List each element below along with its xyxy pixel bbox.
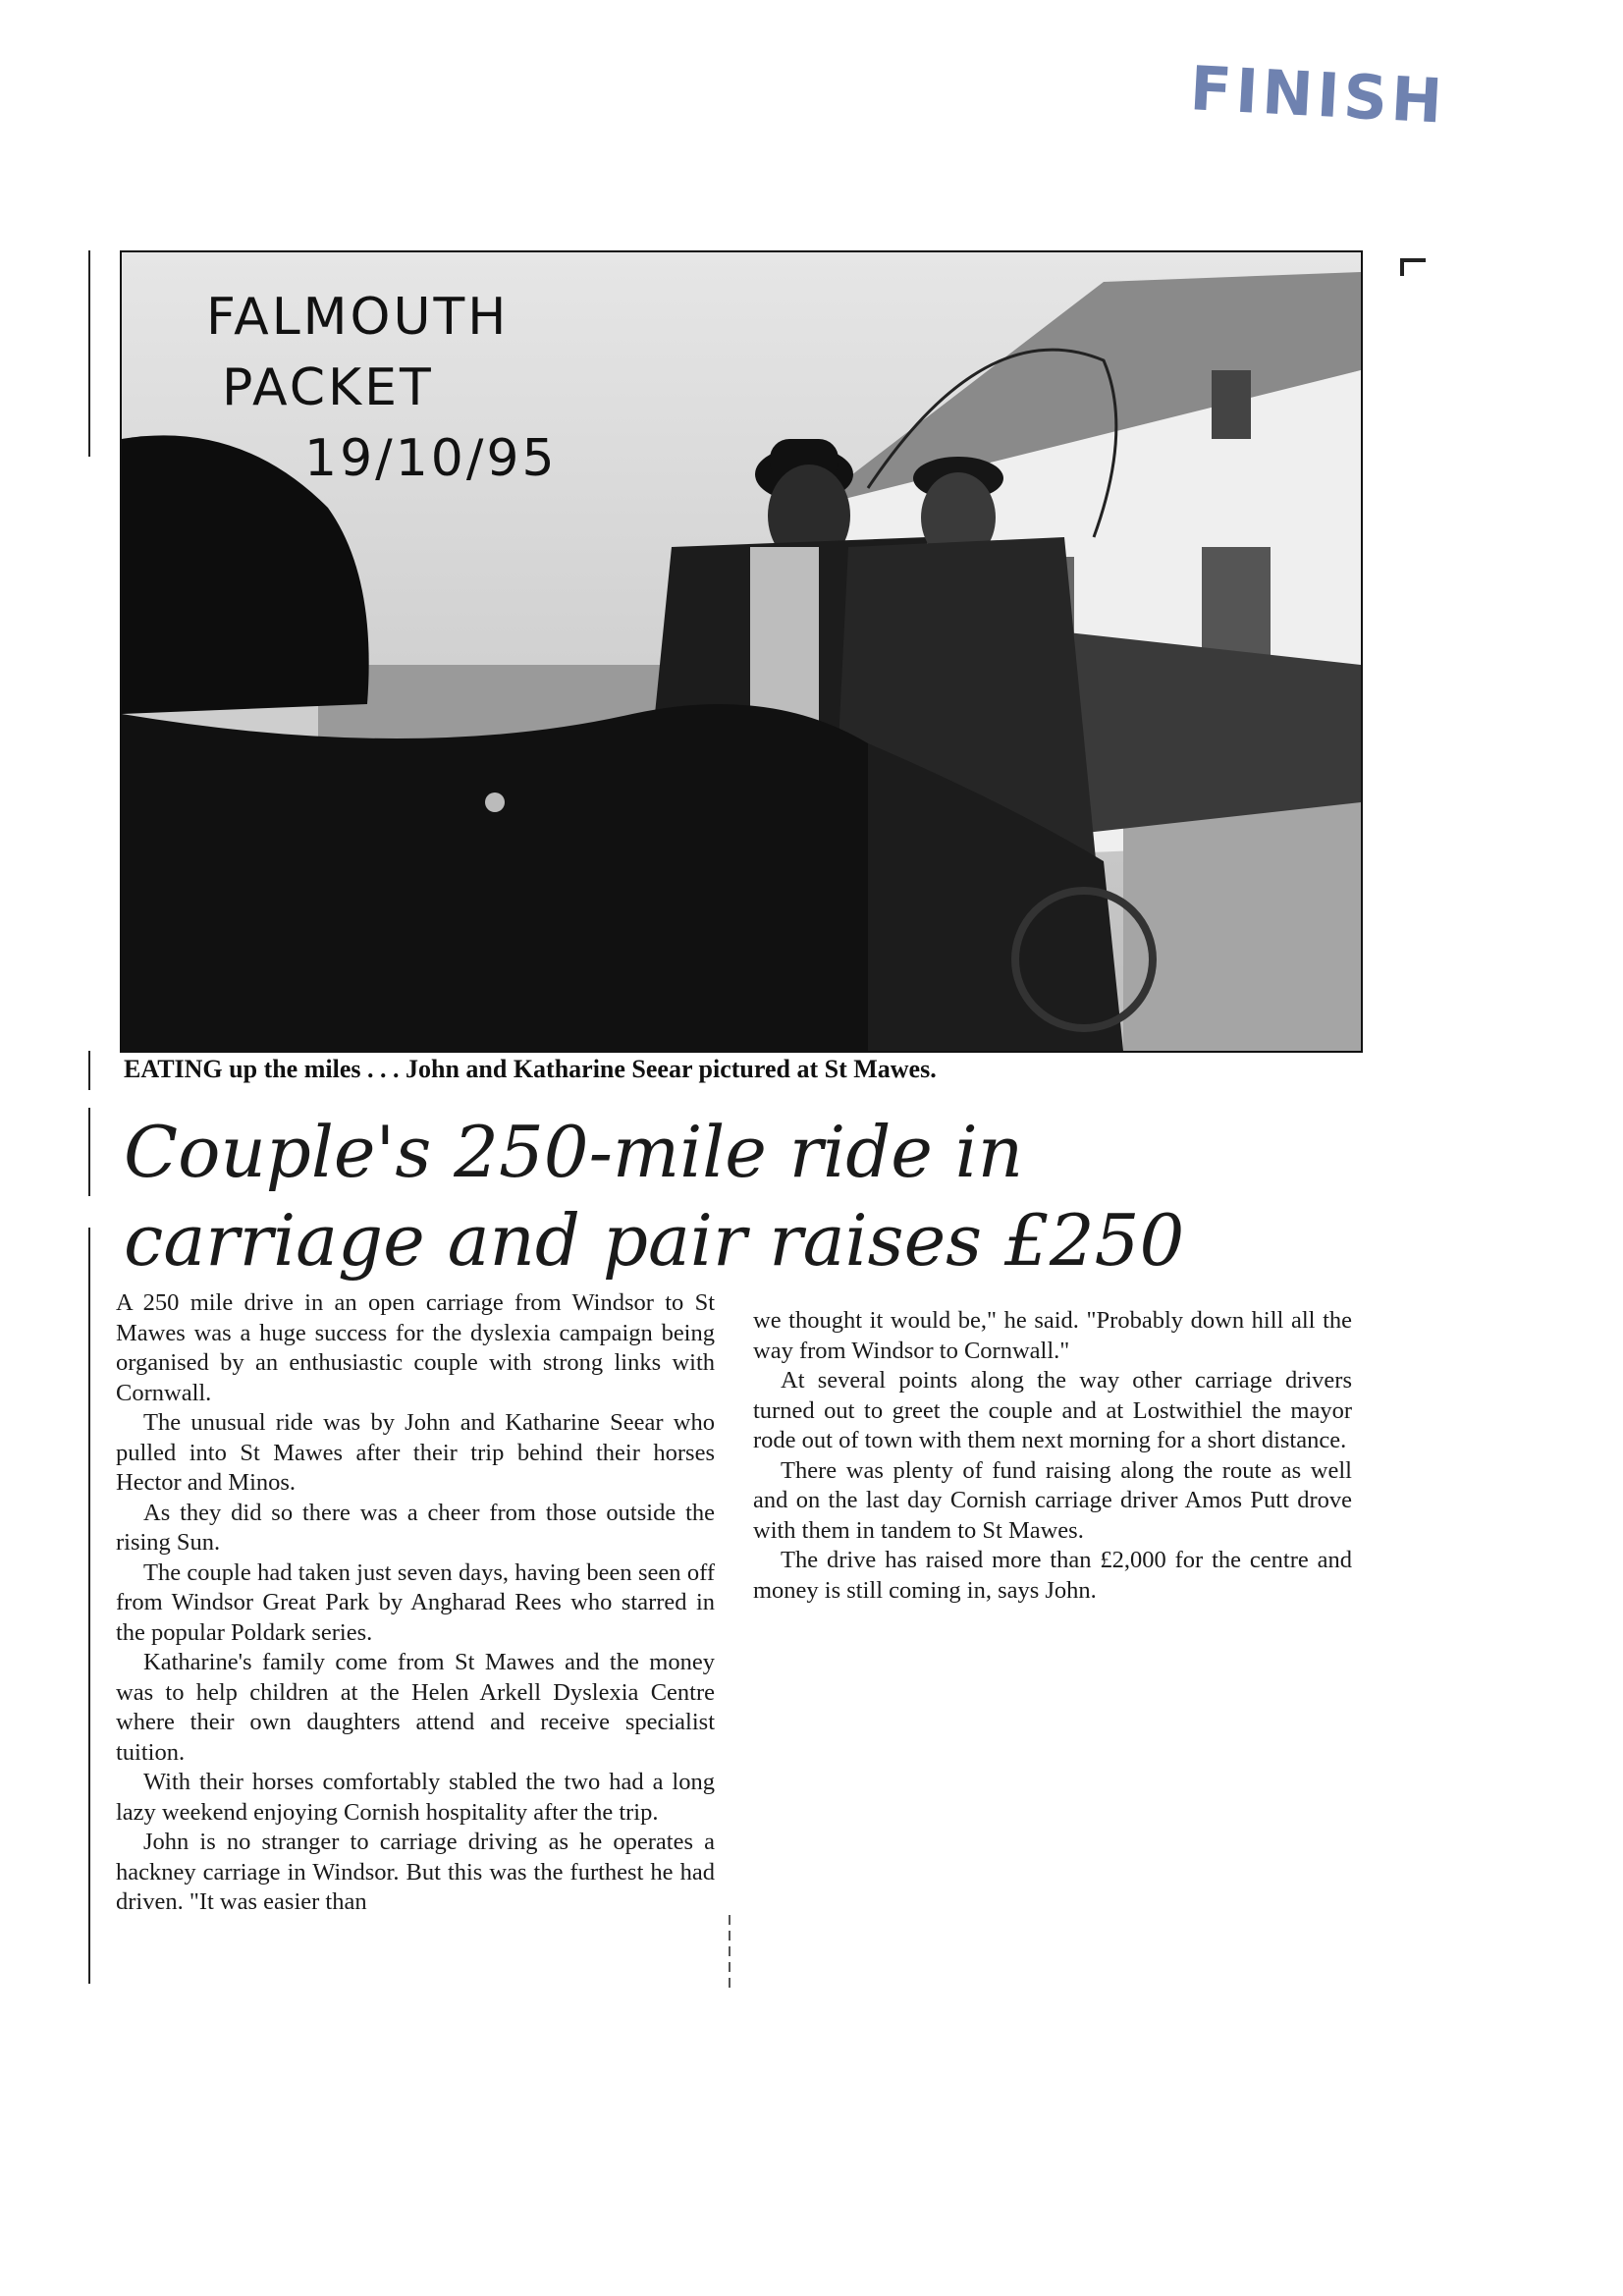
article-paragraph: The unusual ride was by John and Katharine Seear who pulled into St Mawes after their trip behind their horses Hector and Minos.	[116, 1409, 715, 1496]
photo-caption: EATING up the miles . . . John and Katharine Seear pictured at St Mawes.	[124, 1055, 937, 1083]
column-rule	[88, 1228, 90, 1984]
handwritten-line: PACKET	[222, 358, 434, 417]
article-paragraph: Katharine's family come from St Mawes and the money was to help children at the Helen Arkell Dyslexia Centre where their own daughters attend and receive specialist tuition.	[116, 1649, 715, 1766]
handwritten-date: 19/10/95	[304, 429, 558, 488]
news-photo	[120, 250, 1363, 1053]
headline-line: Couple's 250-mile ride in	[124, 1111, 1024, 1193]
column-divider	[729, 1915, 730, 1994]
corner-crop-mark	[1400, 258, 1426, 276]
article-paragraph: John is no stranger to carriage driving as he operates a hackney carriage in Windsor. But this was the furthest he had driven. "It was easier than	[116, 1829, 715, 1915]
handwritten-line: FALMOUTH	[206, 288, 510, 347]
article-column-1	[116, 1288, 715, 1918]
article-paragraph: With their horses comfortably stabled the two had a long lazy weekend enjoying Cornish hospitality after the trip.	[116, 1769, 715, 1826]
finish-annotation: FINISH	[1188, 52, 1448, 137]
article-column-2	[753, 1306, 1352, 1606]
article-paragraph: A 250 mile drive in an open carriage from Windsor to St Mawes was a huge success for the dyslexia campaign being organised by an enthusiastic couple with strong links with Cornwall.	[116, 1289, 715, 1406]
headline	[124, 1108, 1361, 1285]
column-rule	[88, 1051, 90, 1090]
article-paragraph: we thought it would be," he said. "Probably down hill all the way from Windsor to Cornwall."	[753, 1307, 1352, 1364]
headline-line: carriage and pair raises £250	[124, 1199, 1185, 1282]
article-paragraph: There was plenty of fund raising along the route as well and on the last day Cornish carriage driver Amos Putt drove with them in tandem to St Mawes.	[753, 1456, 1352, 1544]
article-paragraph: As they did so there was a cheer from those outside the rising Sun.	[116, 1499, 715, 1556]
article-paragraph: The drive has raised more than £2,000 for the centre and money is still coming in, says John.	[753, 1547, 1352, 1604]
article-paragraph: At several points along the way other carriage drivers turned out to greet the couple and at Lostwithiel the mayor rode out of town with them next morning for a short distance.	[753, 1367, 1352, 1453]
column-rule	[88, 250, 90, 457]
column-rule	[88, 1108, 90, 1196]
article-paragraph: The couple had taken just seven days, having been seen off from Windsor Great Park by Angharad Rees who starred in the popular Poldark series.	[116, 1558, 715, 1646]
handwritten-source-note	[206, 282, 558, 494]
